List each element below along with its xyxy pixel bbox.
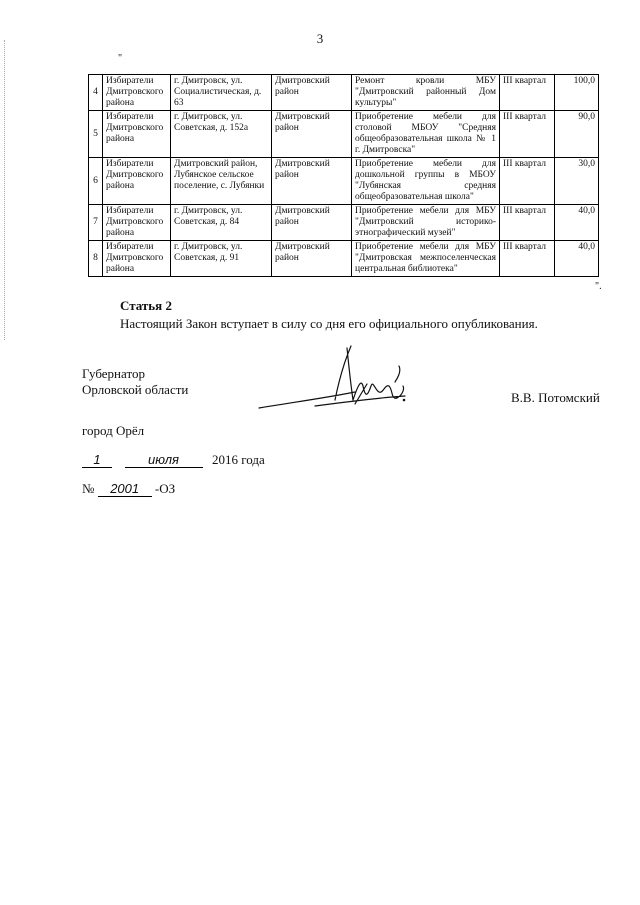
cell-address: г. Дмитровск, ул. Советская, д. 91 <box>171 241 272 277</box>
cell-amount: 40,0 <box>555 241 599 277</box>
projects-table <box>88 74 599 277</box>
cell-quarter: III квартал <box>500 205 555 241</box>
table-row <box>89 111 599 158</box>
law-number: 2001 <box>98 481 152 497</box>
cell-quarter: III квартал <box>500 241 555 277</box>
governor-line-2: Орловской области <box>82 382 189 397</box>
cell-voters: Избиратели Дмитровского района <box>103 111 171 158</box>
date-line <box>82 452 265 468</box>
date-day: 1 <box>82 452 112 468</box>
governor-name: В.В. Потомский <box>511 390 600 405</box>
law-number-line <box>82 481 175 497</box>
cell-row-number: 5 <box>89 111 103 158</box>
cell-row-number: 8 <box>89 241 103 277</box>
law-number-prefix: № <box>82 481 95 496</box>
date-year: 2016 года <box>212 452 265 467</box>
cell-district: Дмитровский район <box>272 158 352 205</box>
governor-signature <box>255 340 425 420</box>
cell-voters: Избиратели Дмитровского района <box>103 241 171 277</box>
top-mark: " <box>118 53 123 64</box>
cell-amount: 90,0 <box>555 111 599 158</box>
cell-row-number: 6 <box>89 158 103 205</box>
cell-district: Дмитровский район <box>272 75 352 111</box>
table-body <box>89 75 599 277</box>
city: город Орёл <box>82 423 145 438</box>
cell-description: Приобретение мебели для МБУ "Дмитровский историко-этнографический музей" <box>352 205 500 241</box>
date-month: июля <box>125 452 203 468</box>
governor-title <box>82 366 188 398</box>
page-number: 3 <box>316 31 324 46</box>
cell-address: г. Дмитровск, ул. Советская, д. 84 <box>171 205 272 241</box>
cell-district: Дмитровский район <box>272 111 352 158</box>
cell-district: Дмитровский район <box>272 205 352 241</box>
cell-quarter: III квартал <box>500 111 555 158</box>
article-title: Статья 2 <box>120 298 172 313</box>
table-row <box>89 205 599 241</box>
table-row <box>89 75 599 111</box>
cell-voters: Избиратели Дмитровского района <box>103 205 171 241</box>
cell-description: Приобретение мебели для дошкольной группы в МБОУ "Лубянская средняя общеобразовательная школа" <box>352 158 500 205</box>
cell-district: Дмитровский район <box>272 241 352 277</box>
left-margin-line <box>4 40 5 340</box>
cell-row-number: 7 <box>89 205 103 241</box>
law-number-suffix: -ОЗ <box>154 481 176 496</box>
cell-quarter: III квартал <box>500 158 555 205</box>
cell-amount: 40,0 <box>555 205 599 241</box>
cell-address: Дмитровский район, Лубянское сельское поселение, с. Лубянки <box>171 158 272 205</box>
cell-description: Приобретение мебели для столовой МБОУ "Средняя общеобразовательная школа № 1 г. Дмитровска" <box>352 111 500 158</box>
cell-voters: Избиратели Дмитровского района <box>103 75 171 111</box>
cell-row-number: 4 <box>89 75 103 111</box>
cell-voters: Избиратели Дмитровского района <box>103 158 171 205</box>
cell-quarter: III квартал <box>500 75 555 111</box>
table-row <box>89 241 599 277</box>
cell-amount: 100,0 <box>555 75 599 111</box>
cell-address: г. Дмитровск, ул. Социалистическая, д. 63 <box>171 75 272 111</box>
article-text: Настоящий Закон вступает в силу со дня его официального опубликования. <box>120 316 538 331</box>
cell-description: Ремонт кровли МБУ "Дмитровский районный Дом культуры" <box>352 75 500 111</box>
governor-line-1: Губернатор <box>82 366 145 381</box>
table-row <box>89 158 599 205</box>
cell-address: г. Дмитровск, ул. Советская, д. 152а <box>171 111 272 158</box>
cell-description: Приобретение мебели для МБУ "Дмитровская межпоселенческая центральная библиотека" <box>352 241 500 277</box>
right-mark: ". <box>595 281 602 292</box>
cell-amount: 30,0 <box>555 158 599 205</box>
